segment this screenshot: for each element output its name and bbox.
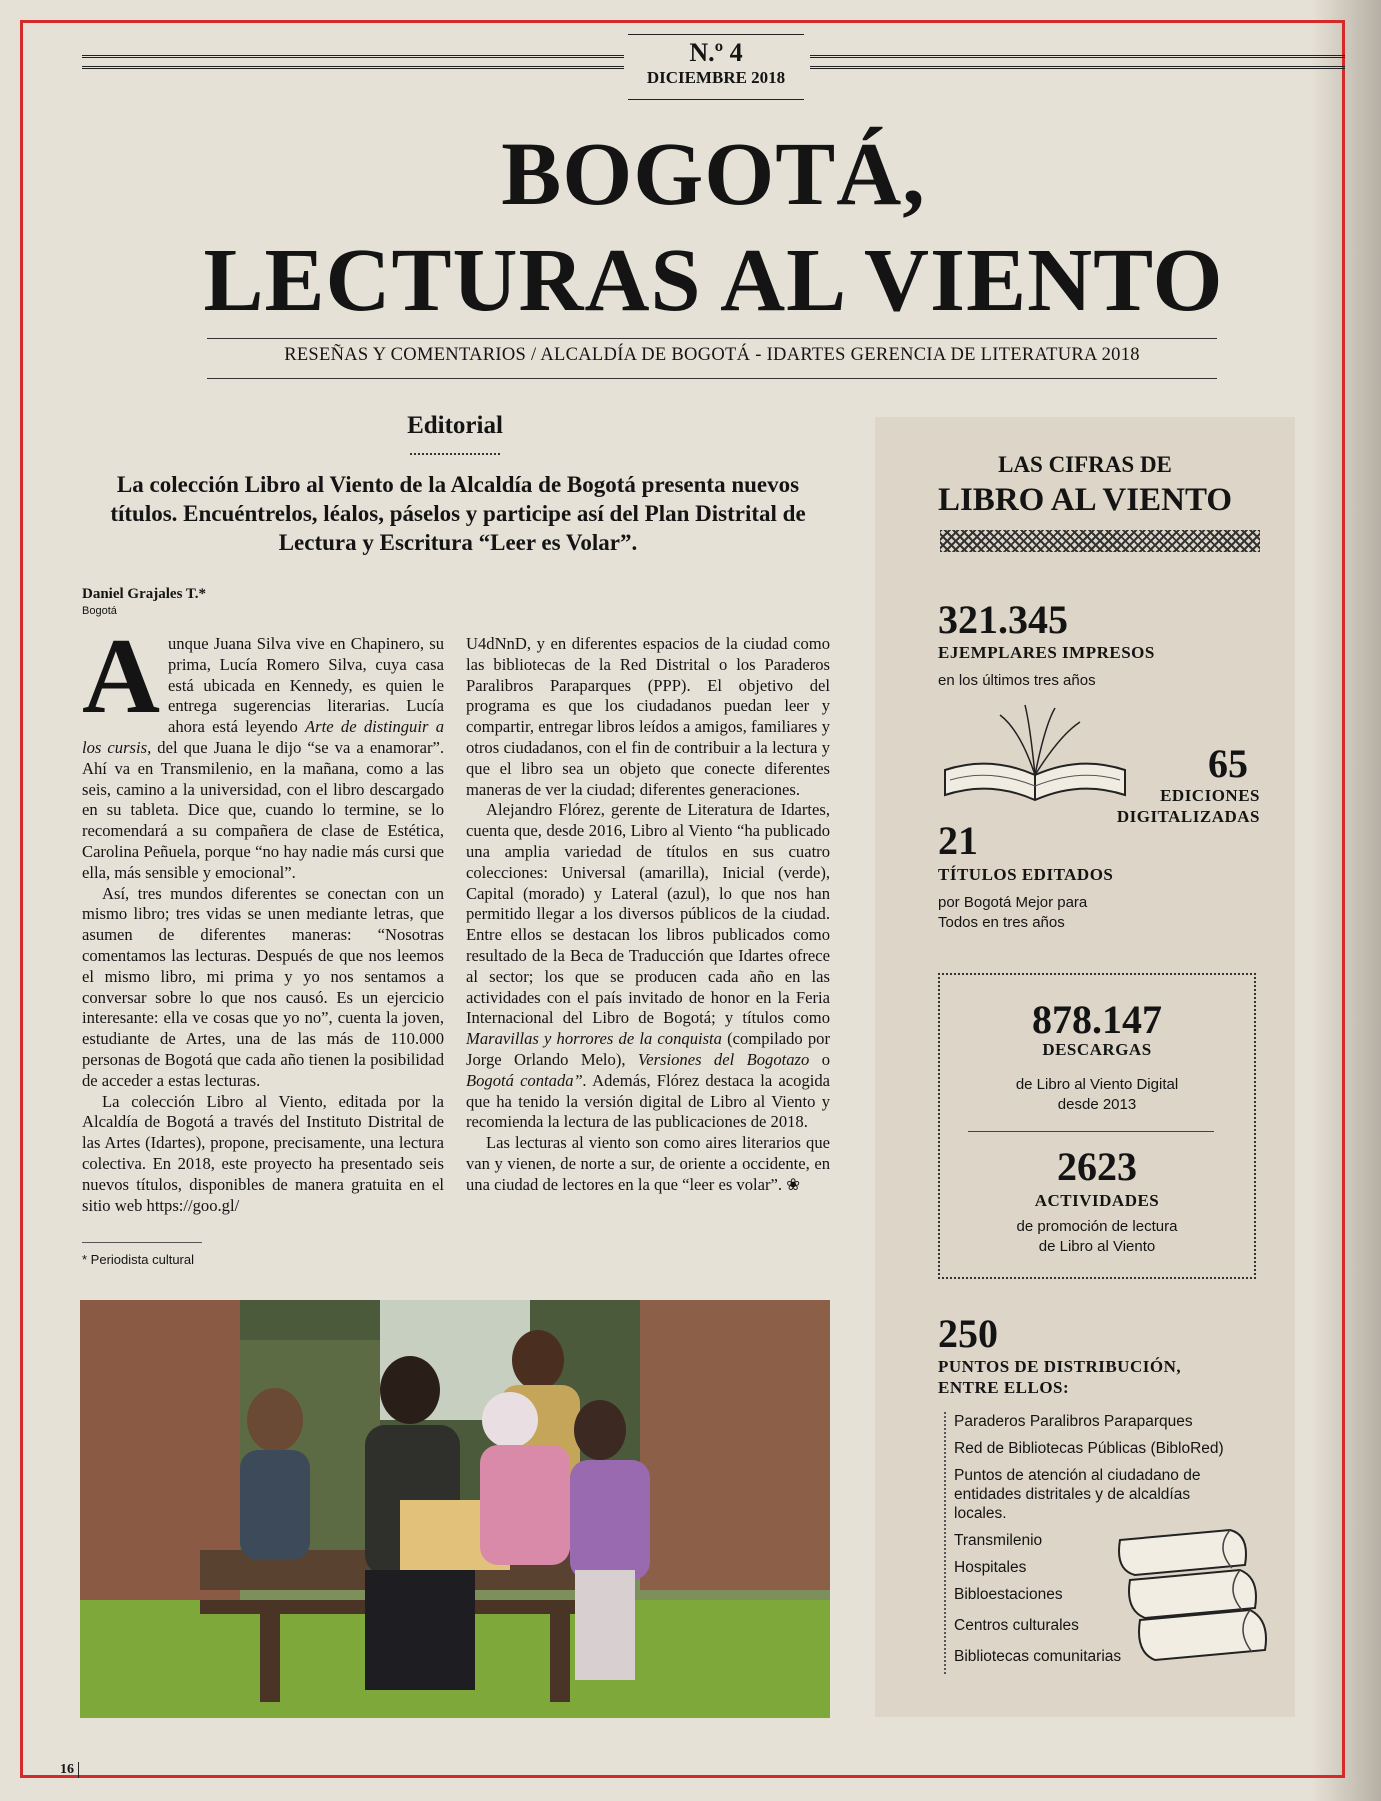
- stat-titles-number: 21: [938, 818, 978, 863]
- paragraph: La colección Libro al Viento, editada por la Alcaldía de Bogotá a través del Instituto Distrital de las Artes (Idartes), propone, precisamente, una lectura colectiva. En 2018, este proyecto ha presentado seis nuevos títulos, disponibles de manera gratuita en el sitio web https://goo.gl/: [82, 1091, 444, 1215]
- stat-printed-copies-number: 321.345: [938, 597, 1068, 642]
- stats-separator: [968, 1131, 1214, 1132]
- paragraph: Aunque Juana Silva vive en Chapinero, su prima, Lucía Romero Silva, cuya casa está ubicada en Kennedy, es quien le entrega sugerencias literarias. Lucía ahora está leyendo Arte de distinguir a los cursis, del que Juana le dijo “se va a enamorar”. Ahí va en Transmilenio, en la mañana, como a las seis, camino a la universidad, con el libro descargado en su tableta. Dice que, cuando lo termine, se lo recomendará a su compañera de clase de Estética, Carolina Peñuela, porque “no hay nadie más cursi que ella, más sensible y emocional”.: [82, 617, 445, 882]
- stat-distribution-label-1: PUNTOS DE DISTRIBUCIÓN,: [938, 1357, 1182, 1376]
- stat-printed-copies-desc: en los últimos tres años: [938, 672, 1096, 689]
- subtitle: RESEÑAS Y COMENTARIOS / ALCALDÍA DE BOGOTÁ - IDARTES GERENCIA DE LITERATURA 2018: [284, 345, 1140, 365]
- issue-number: N.º 4: [689, 38, 743, 67]
- subtitle-rule-top: [207, 338, 1217, 339]
- stat-digitized-label-2: DIGITALIZADAS: [1116, 807, 1260, 826]
- headline: [82, 122, 1345, 334]
- headline-line-2: LECTURAS AL VIENTO: [203, 231, 1224, 330]
- masthead-rule-left: [82, 55, 624, 69]
- list-item: Hospitales: [954, 1559, 1027, 1576]
- list-item: Red de Bibliotecas Públicas (BibloRed): [954, 1440, 1224, 1457]
- section-ornament: [410, 449, 500, 455]
- footnote-rule: [82, 1242, 202, 1243]
- author-city: Bogotá: [82, 605, 117, 617]
- masthead-rule-right: [810, 55, 1345, 69]
- page-number: 16: [60, 1762, 79, 1778]
- footnote: * Periodista cultural: [82, 1252, 194, 1267]
- issue-box: [628, 34, 804, 100]
- list-item: Puntos de atención al ciudadano de entidades distritales y de alcaldías locales.: [954, 1467, 1201, 1522]
- stat-digitized-number: 65: [1208, 741, 1248, 786]
- paragraph: Así, tres mundos diferentes se conectan con un mismo libro; tres vidas se unen mediante letras, que asumen de diferentes maneras: “Nosotras comentamos las lecturas. Después de que nos leemos el mismo libro, mi prima y yo nos sentamos a conversar sobre lo que nos causó. Es un ejercicio interesante: ella ve cosas que yo no”, cuenta la joven, estudiante de Artes, una de las más de 110.000 personas de Bogotá que cada año tienen la posibilidad de acceder a estas lecturas.: [82, 883, 444, 1090]
- sidebar-hatch-ornament: [940, 530, 1260, 552]
- stat-distribution-label-2: ENTRE ELLOS:: [938, 1378, 1070, 1397]
- stat-downloads-desc-1: de Libro al Viento Digital: [1015, 1076, 1179, 1093]
- stat-titles-desc-1: por Bogotá Mejor para: [938, 894, 1088, 911]
- stat-digitized-label-1: EDICIONES: [1160, 786, 1260, 805]
- stat-activities-number: 2623: [1057, 1144, 1137, 1189]
- stat-distribution-number: 250: [938, 1311, 998, 1356]
- stacked-books-icon: [1110, 1520, 1275, 1670]
- drop-cap: A: [82, 617, 160, 736]
- sidebar-title-small: LAS CIFRAS DE: [998, 452, 1172, 477]
- issue-date: DICIEMBRE 2018: [646, 68, 786, 87]
- paragraph: Las lecturas al viento son como aires literarios que van y vienen, de norte a sur, de oriente a occidente, en una ciudad de lectores en la que “leer es volar”. ❀: [466, 1133, 830, 1194]
- headline-line-1: BOGOTÁ,: [501, 125, 926, 224]
- list-item: Bibliotecas comunitarias: [954, 1648, 1122, 1665]
- article-column-1: [82, 617, 445, 1216]
- article-photo: [80, 1300, 830, 1718]
- section-label: Editorial: [407, 412, 503, 439]
- paragraph: Alejandro Flórez, gerente de Literatura de Idartes, cuenta que, desde 2016, Libro al Viento “ha publicado una amplia variedad de títulos en sus cuatro colecciones: Universal (amarilla), Inicial (verde), Capital (morado) y Lateral (azul), lo que nos han permitido llegar a los diversos públicos de la ciudad. Entre ellos se destacan los libros publicados como resultado de la Beca de Traducción que Idartes ofrece al sector; los que se producen cada año en las actividades con el país invitado de honor en la Feria Internacional del Libro de Bogotá; y títulos como Maravillas y horrores de la conquista (compilado por Jorge Orlando Melo), Versiones del Bogotazo o Bogotá contada”. Además, Flórez destaca la acogida que ha tenido la versión digital de Libro al Viento y recomienda la lectura de las publicaciones de 2018.: [466, 800, 831, 1132]
- list-item: Centros culturales: [954, 1617, 1079, 1634]
- deck: La colección Libro al Viento de la Alcaldía de Bogotá presenta nuevos títulos. Encuéntrelos, léalos, páselos y participe así del Plan Distrital de Lectura y Escritura “Leer es Volar”.: [110, 472, 806, 555]
- subtitle-rule-bottom: [207, 378, 1217, 379]
- stat-downloads-label: DESCARGAS: [1042, 1040, 1152, 1059]
- stat-titles-label: TÍTULOS EDITADOS: [938, 865, 1114, 884]
- list-item: Transmilenio: [954, 1532, 1043, 1549]
- stat-activities-label: ACTIVIDADES: [1034, 1191, 1160, 1210]
- author: Daniel Grajales T.*: [82, 586, 207, 602]
- list-item: Bibloestaciones: [954, 1586, 1063, 1603]
- photo-illustration: [80, 1300, 830, 1718]
- stat-titles-desc-2: Todos en tres años: [938, 914, 1065, 931]
- stat-downloads-number: 878.147: [1032, 997, 1162, 1042]
- sidebar-title: LIBRO AL VIENTO: [937, 482, 1233, 518]
- stat-activities-desc-1: de promoción de lectura: [1016, 1218, 1178, 1235]
- stat-activities-desc-2: de Libro al Viento: [1038, 1238, 1156, 1255]
- stat-downloads-desc-2: desde 2013: [1057, 1096, 1137, 1113]
- list-item: Paraderos Paralibros Paraparques: [954, 1413, 1193, 1430]
- paragraph: U4dNnD, y en diferentes espacios de la ciudad como las bibliotecas de la Red Distrital o los Paraderos Paralibros Paraparques (PPP). El objetivo del programa es que los ciudadanos puedan leer y compartir, entregar libros leídos a amigos, familiares y otros ciudadanos, con el fin de contribuir a la lectura y que el libro sea un objeto que conecte diferentes maneras de ver la ciudad; diferentes generaciones.: [466, 634, 830, 799]
- article-column-2: [466, 634, 830, 1196]
- stat-printed-copies-label: EJEMPLARES IMPRESOS: [938, 643, 1155, 662]
- open-book-icon: [940, 700, 1130, 810]
